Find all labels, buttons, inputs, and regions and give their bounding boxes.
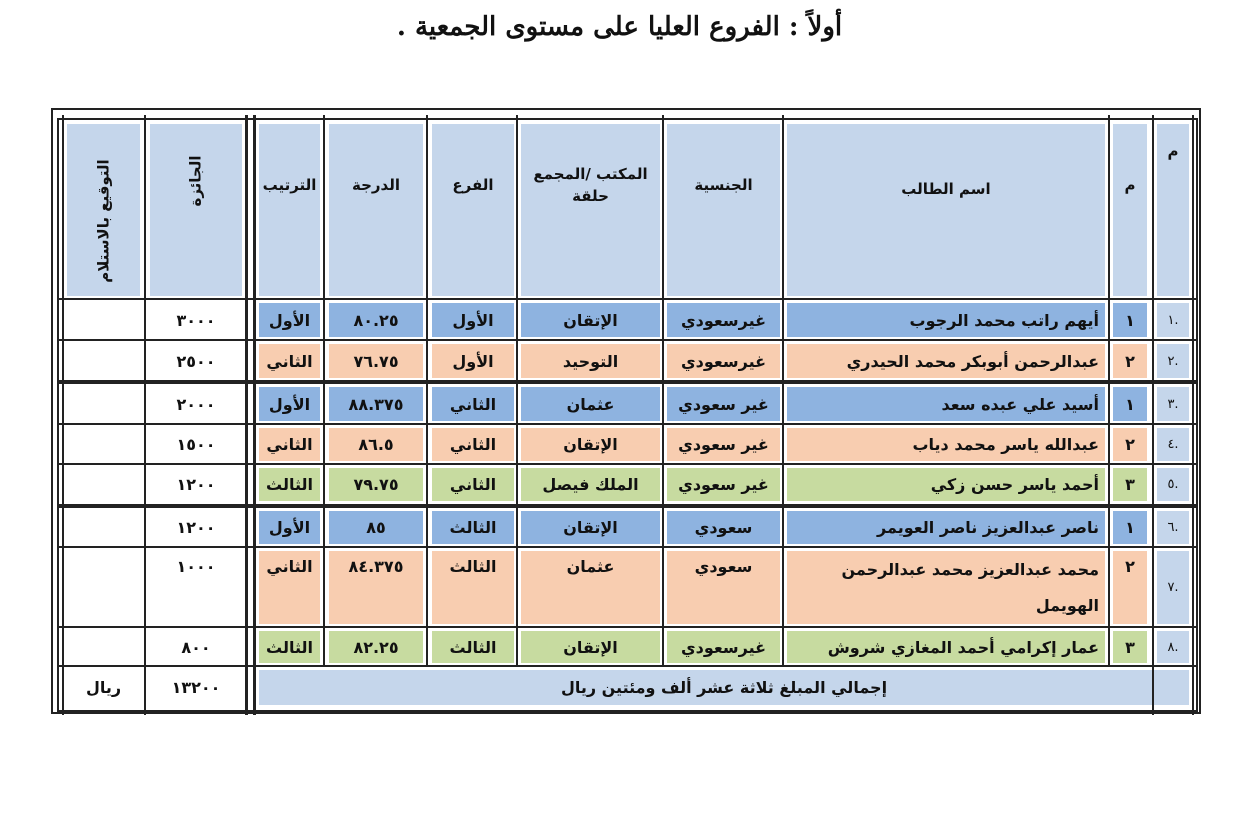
row-signature	[65, 301, 142, 339]
row-score	[327, 301, 425, 339]
rank-text: الأول	[268, 518, 311, 537]
header-seq-label: م	[1167, 142, 1179, 160]
grid-line	[57, 119, 59, 711]
row-signature	[65, 629, 142, 665]
header-nationality	[665, 122, 782, 298]
student-name-text: عبدالله ياسر محمد دياب	[912, 435, 1099, 454]
rank-text: الثالث	[266, 637, 313, 657]
row-seq	[1155, 466, 1191, 503]
row-rank	[257, 629, 322, 665]
row-student-name	[785, 426, 1107, 463]
grid-line	[62, 115, 64, 715]
total-currency: ريال	[85, 678, 122, 697]
row-school	[519, 466, 662, 503]
score-text: ٨٨.٣٧٥	[348, 394, 404, 414]
prize-text: ١٠٠٠	[176, 557, 216, 576]
row-school	[519, 342, 662, 380]
row-seq-text: .٢	[1167, 353, 1179, 369]
header-signature	[65, 122, 142, 298]
row-signature	[65, 509, 142, 546]
row-score	[327, 466, 425, 503]
row-seq	[1155, 629, 1191, 665]
row-num-text: ٢	[1125, 435, 1135, 454]
nationality-text: غير سعودي	[678, 475, 769, 494]
row-school	[519, 509, 662, 546]
school-text: عثمان	[566, 557, 615, 576]
grid-line	[58, 665, 1198, 667]
row-branch	[430, 426, 516, 463]
row-num-text: ٣	[1125, 475, 1135, 494]
student-name-text: عمار إكرامي أحمد المغازي شروش	[827, 637, 1099, 657]
header-num-label: م	[1124, 176, 1136, 194]
row-prize	[148, 385, 244, 423]
student-name-text: عبدالرحمن أبوبكر محمد الحيدري	[846, 351, 1099, 371]
prize-text: ١٢٠٠	[176, 475, 216, 494]
row-student-name	[785, 385, 1107, 423]
grid-line	[1196, 119, 1198, 711]
row-num	[1111, 629, 1149, 665]
score-text: ٨٢.٢٥	[353, 637, 399, 657]
row-num-text: ١	[1125, 310, 1135, 330]
row-num-text: ١	[1125, 518, 1135, 537]
row-branch	[430, 301, 516, 339]
row-student-name	[785, 549, 1107, 626]
grid-line	[57, 710, 1198, 712]
school-text: التوحيد	[562, 351, 619, 371]
branch-text: الثاني	[449, 475, 497, 494]
header-prize	[148, 122, 244, 298]
row-seq	[1155, 426, 1191, 463]
row-seq-text: .٧	[1167, 580, 1179, 595]
grid-line	[1108, 115, 1110, 666]
row-rank	[257, 426, 322, 463]
row-score	[327, 385, 425, 423]
row-prize	[148, 509, 244, 546]
score-text: ٧٦.٧٥	[353, 351, 399, 371]
row-signature	[65, 466, 142, 503]
prize-text: ١٥٠٠	[176, 435, 216, 454]
header-branch-label: الفرع	[452, 176, 494, 194]
row-nationality	[665, 549, 782, 626]
header-school-sublabel: حلقة	[572, 187, 609, 205]
rank-text: الثاني	[266, 435, 313, 454]
branch-text: الثالث	[449, 557, 497, 576]
row-branch	[430, 629, 516, 665]
row-nationality	[665, 385, 782, 423]
row-num-text: ١	[1125, 394, 1135, 414]
student-name-text: ناصر عبدالعزيز ناصر العويمر	[877, 518, 1099, 537]
grid-line	[58, 339, 1198, 341]
header-num	[1111, 122, 1149, 298]
grid-line	[782, 115, 784, 666]
score-text: ٨٤.٣٧٥	[348, 557, 404, 576]
header-seq	[1155, 122, 1191, 298]
total-currency-cell	[65, 668, 142, 707]
row-seq-text: .٨	[1167, 639, 1179, 655]
row-prize	[148, 629, 244, 665]
row-school	[519, 301, 662, 339]
row-student-name	[785, 301, 1107, 339]
row-rank	[257, 509, 322, 546]
row-num-text: ٢	[1125, 557, 1135, 576]
nationality-text: سعودي	[694, 518, 753, 537]
prize-text: ٢٥٠٠	[176, 351, 216, 371]
grid-line	[253, 115, 256, 715]
row-nationality	[665, 509, 782, 546]
row-score	[327, 549, 425, 626]
row-num	[1111, 342, 1149, 380]
score-text: ٨٦.٥	[358, 435, 394, 454]
row-student-name	[785, 509, 1107, 546]
school-text: الملك فيصل	[542, 475, 639, 494]
branch-text: الثالث	[449, 637, 497, 657]
grid-line	[58, 423, 1198, 425]
branch-text: الثاني	[449, 435, 497, 454]
header-name-label: اسم الطالب	[901, 180, 991, 198]
total-text: إجمالي المبلغ ثلاثة عشر ألف ومئتين ريال	[560, 678, 888, 697]
grid-line	[58, 504, 1198, 508]
header-score	[327, 122, 425, 298]
header-nationality-label: الجنسية	[694, 176, 753, 194]
row-seq-text: .٣	[1167, 396, 1179, 412]
row-seq-text: .٤	[1167, 437, 1179, 452]
row-school	[519, 549, 662, 626]
header-prize-label: الجائزة	[187, 155, 206, 207]
nationality-text: غير سعودي	[678, 435, 769, 454]
row-nationality	[665, 301, 782, 339]
student-name-text: أسيد علي عبده سعد	[941, 394, 1099, 414]
score-text: ٨٥	[366, 518, 386, 537]
row-school	[519, 426, 662, 463]
row-school	[519, 629, 662, 665]
row-score	[327, 342, 425, 380]
row-score	[327, 509, 425, 546]
nationality-text: غيرسعودي	[680, 351, 767, 371]
prize-text: ١٢٠٠	[176, 518, 216, 537]
score-text: ٨٠.٢٥	[353, 310, 399, 330]
row-signature	[65, 549, 142, 626]
grid-line	[58, 546, 1198, 548]
grid-line	[426, 115, 428, 666]
row-num	[1111, 385, 1149, 423]
grid-line	[144, 115, 146, 715]
row-prize	[148, 342, 244, 380]
row-seq	[1155, 509, 1191, 546]
row-branch	[430, 466, 516, 503]
school-text: عثمان	[566, 394, 615, 414]
row-student-name	[785, 466, 1107, 503]
row-signature	[65, 426, 142, 463]
grid-line	[57, 118, 1198, 120]
school-text: الإتقان	[563, 310, 618, 330]
row-nationality	[665, 629, 782, 665]
row-seq	[1155, 549, 1191, 626]
grid-line	[323, 115, 325, 666]
row-prize	[148, 466, 244, 503]
student-name-line1: محمد عبدالعزيز محمد عبدالرحمن	[841, 560, 1099, 580]
row-rank	[257, 301, 322, 339]
row-rank	[257, 549, 322, 626]
row-prize	[148, 301, 244, 339]
grid-line	[58, 380, 1198, 384]
branch-text: الثالث	[449, 518, 497, 537]
row-nationality	[665, 466, 782, 503]
page-title: أولاً : الفروع العليا على مستوى الجمعية .	[396, 12, 843, 42]
row-prize	[148, 426, 244, 463]
branch-text: الأول	[452, 351, 494, 371]
total-amount-cell	[148, 668, 244, 707]
row-num	[1111, 509, 1149, 546]
row-branch	[430, 509, 516, 546]
row-signature	[65, 342, 142, 380]
header-school-label: المكتب /المجمع	[533, 164, 648, 183]
rank-text: الأول	[268, 310, 311, 330]
nationality-text: غيرسعودي	[680, 310, 767, 330]
row-branch	[430, 342, 516, 380]
row-seq	[1155, 342, 1191, 380]
grid-line	[662, 115, 664, 666]
awards-table	[51, 108, 1201, 714]
row-seq-text: .١	[1167, 312, 1179, 328]
header-rank	[257, 122, 322, 298]
row-num	[1111, 301, 1149, 339]
header-score-label: الدرجة	[352, 176, 400, 194]
row-num-text: ٢	[1125, 351, 1135, 371]
row-score	[327, 629, 425, 665]
school-text: الإتقان	[563, 637, 618, 657]
grid-line	[245, 115, 248, 715]
row-rank	[257, 385, 322, 423]
row-seq-text: .٥	[1167, 477, 1179, 492]
row-score	[327, 426, 425, 463]
header-signature-label: التوقيع بالاستلام	[94, 159, 113, 283]
prize-text: ٢٠٠٠	[176, 394, 216, 414]
row-rank	[257, 342, 322, 380]
grid-line	[58, 298, 1198, 300]
row-nationality	[665, 426, 782, 463]
header-branch	[430, 122, 516, 298]
row-rank	[257, 466, 322, 503]
branch-text: الأول	[452, 310, 494, 330]
rank-text: الثالث	[266, 475, 313, 494]
student-name-text: أيهم راتب محمد الرجوب	[909, 310, 1099, 330]
row-num-text: ٣	[1125, 637, 1135, 657]
grid-line	[58, 463, 1198, 465]
nationality-text: غيرسعودي	[680, 637, 767, 657]
school-text: الإتقان	[563, 518, 618, 537]
grid-line	[58, 626, 1198, 628]
row-num	[1111, 466, 1149, 503]
row-seq	[1155, 301, 1191, 339]
row-school	[519, 385, 662, 423]
rank-text: الأول	[268, 394, 311, 414]
grid-line	[1192, 115, 1194, 715]
row-seq-text: .٦	[1167, 520, 1179, 535]
row-seq	[1155, 385, 1191, 423]
student-name-line2: الهويمل	[1035, 595, 1099, 615]
student-name-text: أحمد ياسر حسن زكي	[930, 475, 1099, 494]
nationality-text: سعودي	[694, 557, 753, 576]
row-num	[1111, 549, 1149, 626]
branch-text: الثاني	[449, 394, 497, 414]
row-signature	[65, 385, 142, 423]
header-name	[785, 122, 1107, 298]
rank-text: الثاني	[266, 351, 313, 371]
prize-text: ٨٠٠	[181, 637, 211, 657]
header-school	[519, 122, 662, 298]
row-branch	[430, 549, 516, 626]
row-student-name	[785, 342, 1107, 380]
header-rank-label: الترتيب	[262, 176, 317, 194]
school-text: الإتقان	[563, 435, 618, 454]
nationality-text: غير سعودي	[678, 394, 769, 414]
row-num	[1111, 426, 1149, 463]
grid-line	[516, 115, 518, 666]
total-amount: ١٣٢٠٠	[171, 678, 221, 697]
rank-text: الثاني	[266, 557, 313, 576]
prize-text: ٣٠٠٠	[176, 310, 216, 330]
row-branch	[430, 385, 516, 423]
row-prize	[148, 549, 244, 626]
grid-line	[1152, 115, 1154, 715]
total-text-cell	[257, 668, 1191, 707]
row-student-name	[785, 629, 1107, 665]
score-text: ٧٩.٧٥	[353, 475, 399, 494]
row-nationality	[665, 342, 782, 380]
